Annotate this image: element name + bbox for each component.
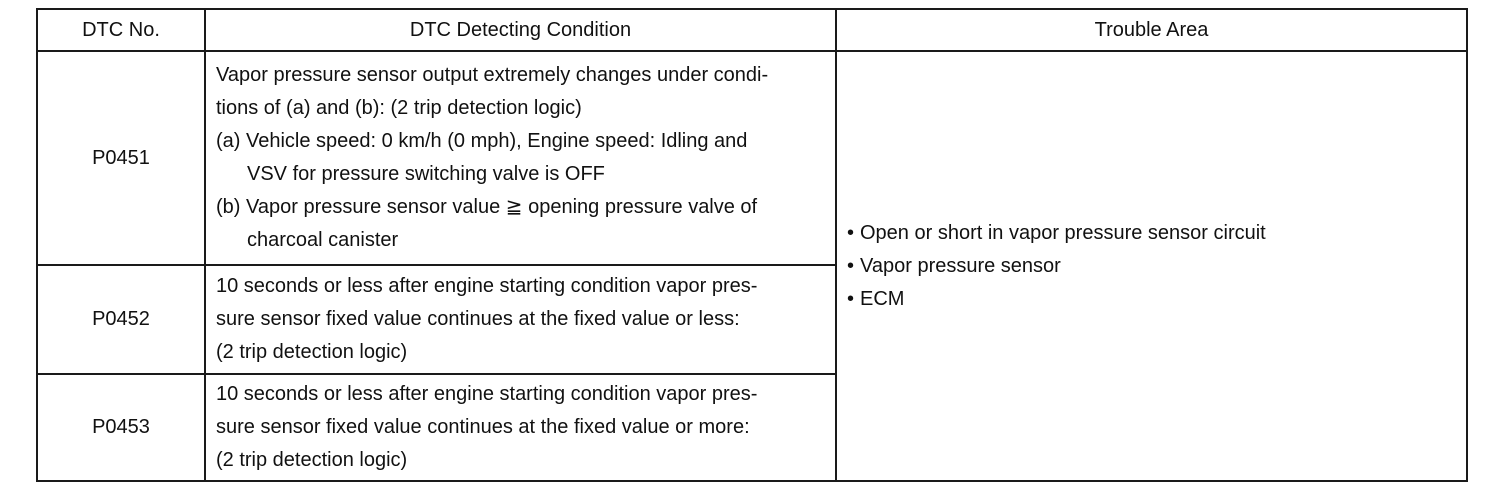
condition-line: charcoal canister — [247, 229, 399, 251]
detecting-condition — [205, 265, 836, 374]
bullet-icon: • — [847, 221, 855, 244]
list-item — [847, 250, 1456, 283]
header-trouble-area: Trouble Area — [836, 9, 1467, 51]
condition-line: VSV for pressure switching valve is OFF — [247, 163, 605, 185]
condition-line: (b) Vapor pressure sensor value ≧ opening pressure valve of — [216, 196, 758, 218]
condition-line: 10 seconds or less after engine starting condition vapor pres- — [216, 275, 758, 297]
condition-line: sure sensor fixed value continues at the fixed value or less: — [216, 308, 740, 330]
trouble-area-list — [847, 217, 1456, 316]
header-condition: DTC Detecting Condition — [205, 9, 836, 51]
table-row — [37, 51, 1467, 265]
trouble-area-item: ECM — [860, 287, 905, 310]
bullet-icon: • — [847, 254, 855, 277]
header-row — [37, 9, 1467, 51]
dtc-table — [36, 8, 1468, 482]
condition-line: (2 trip detection logic) — [216, 341, 408, 363]
list-item — [847, 217, 1456, 250]
detecting-condition — [205, 51, 836, 265]
condition-line: Vapor pressure sensor output extremely changes under condi- — [216, 64, 769, 86]
header-dtc-no: DTC No. — [37, 9, 205, 51]
dtc-code: P0452 — [37, 265, 205, 374]
condition-line: 10 seconds or less after engine starting condition vapor pres- — [216, 383, 758, 405]
detecting-condition — [205, 374, 836, 481]
bullet-icon: • — [847, 287, 855, 310]
dtc-code: P0453 — [37, 374, 205, 481]
condition-line: (a) Vehicle speed: 0 km/h (0 mph), Engine speed: Idling and — [216, 130, 748, 152]
dtc-code: P0451 — [37, 51, 205, 265]
condition-line: (2 trip detection logic) — [216, 449, 408, 471]
trouble-area-item: Vapor pressure sensor — [860, 254, 1061, 277]
list-item — [847, 283, 1456, 316]
condition-line: sure sensor fixed value continues at the fixed value or more: — [216, 416, 750, 438]
trouble-area-item: Open or short in vapor pressure sensor circuit — [860, 221, 1266, 244]
trouble-area — [836, 51, 1467, 481]
condition-line: tions of (a) and (b): (2 trip detection logic) — [216, 97, 582, 119]
